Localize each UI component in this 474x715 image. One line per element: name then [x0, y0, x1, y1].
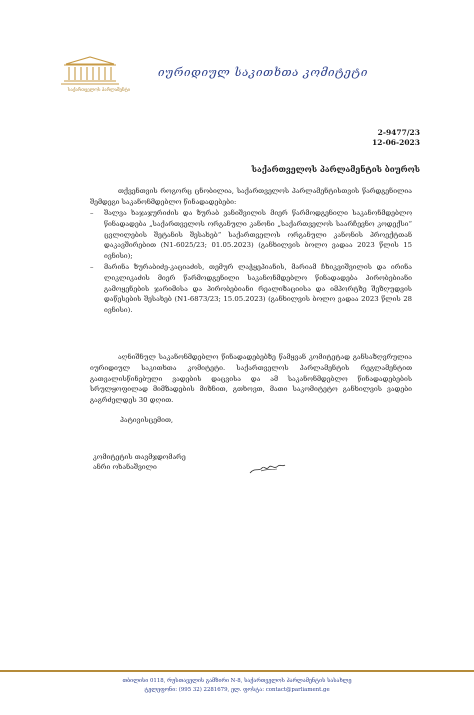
signatory-name: ანრი ოხანაშვილი — [93, 463, 157, 471]
org-subtitle: საქართველოს პარლამენტი — [67, 88, 131, 93]
regards: პატივისცემით, — [120, 416, 174, 424]
footer-address: თბილისი 0118, რუსთაველის გამზირი N-8, საქართველოს პარლამენტის სასახლე — [122, 678, 352, 684]
footer-contact: ტელეფონი: (995 32) 2281679, ელ. ფოსტა: contact@parliament.ge — [144, 686, 330, 693]
handwritten-signature — [247, 458, 287, 478]
closing-paragraph: აღნიშნულ საკანონმდებლო წინადადებებზე წამყვან კომიტეტად განსაზღვრულია იურიდიულ საკითხთა კომიტეტი. საქართველოს პარლამენტის რეგლამენტით გათვალისწინებული ვადების დაცვისა და ამ საკანონმდებლო წინადადებების სრულყოფილად მიმზადების მიზნით, გთხოვთ, მათი საკომიტეტო განხილვის ვადები გაგრძელდეს 30 დღით. — [90, 353, 412, 405]
footer-divider — [0, 670, 474, 672]
list-item-text: შალვა ხაჯაჯურიძის და ზურაბ ვანიშვილის მიერ წარმოდგენილი საკანონმდებლო წინადადება „საქართველოს ორგანული კანონი „საქართველოს საარჩევნო კოდექსი“ ცვლილების შეტანის შესახებ“ საქართველოს ორგანული კანონის პროექტთან დაკავშირებით (N1-6025/23; 01.05.2023) (განხილვის ბოლო ვადაა 2023 წლის 15 ივნისი); — [104, 209, 412, 261]
parliament-building-logo — [58, 54, 122, 88]
list-item: – შალვა ხაჯაჯურიძის და ზურაბ ვანიშვილის მიერ წარმოდგენილი საკანონმდებლო წინადადება „საქართველოს ორგანული კანონი „საქართველოს საარჩევნო კოდექსი“ ცვლილების შეტანის შესახებ“ საქართველოს ორგანული კანონის პროექტთან დაკავშირებით (N1-6025/23; 01.05.2023) (განხილვის ბოლო ვადაა 2023 წლის 15 ივნისი); — [90, 209, 412, 261]
list-item: – მარინა ზურაბიძე-კაციაძის, თემურ ლაჭყეპიანის, მარიამ ჩხიკვიშვილის და ირინა ლიკლიკაძის მიერ წარმოდგენილი საკანონმდებლო წინადადება პირობებიანი გამოყენების ჯარიმისა და პირობებიანი რეალიზაციისა და იმპორტზე შეზღუდვის დაწესების შესახებ (N1-6873/23; 15.05.2023) (განხილვის ბოლო ვადაა 2023 წლის 28 ივნისი). — [90, 262, 412, 315]
proposal-list — [90, 208, 412, 316]
footer — [0, 677, 474, 694]
list-item-text: მარინა ზურაბიძე-კაციაძის, თემურ ლაჭყეპიანის, მარიამ ჩხიკვიშვილის და ირინა ლიკლიკაძის მიერ წარმოდგენილი საკანონმდებლო წინადადება პირობებიანი გამოყენების ჯარიმისა და პირობებიანი რეალიზაციისა და იმპორტზე შეზღუდვის დაწესების შესახებ (N1-6873/23; 15.05.2023) (განხილვის ბოლო ვადაა 2023 წლის 28 ივნისი). — [104, 262, 412, 315]
addressee: საქართველოს პარლამენტის ბიუროს — [251, 164, 420, 174]
committee-name: იურიდიულ საკითხთა კომიტეტი — [158, 65, 369, 79]
reference-number: 2-9477/23 — [377, 128, 420, 137]
signatory-title: კომიტეტის თავმჯდომარე — [93, 453, 186, 461]
reference-date: 12-06-2023 — [372, 138, 420, 147]
intro-paragraph: თქვენთვის როგორც ცნობილია, საქართველოს პარლამენტისთვის წარდგენილია შემდეგი საკანონმდებლო წინადადებები: — [90, 187, 412, 206]
letterhead — [0, 0, 474, 112]
